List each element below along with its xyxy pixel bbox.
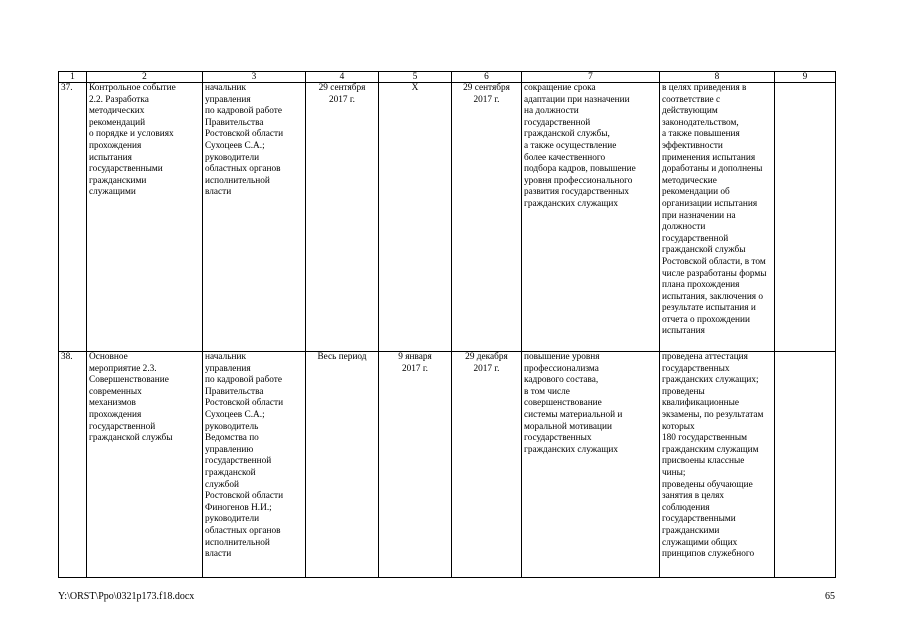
start-date-cell: 9 января 2017 г. xyxy=(379,352,452,578)
header-cell-1: 1 xyxy=(59,72,87,83)
event-cell: Основное мероприятие 2.3. Совершенствование современных механизмов прохождения государственной гражданской службы xyxy=(87,352,203,578)
event-cell: Контрольное событие 2.2. Разработка методических рекомендаций о порядке и условиях прохождения испытания государственными гражданскими служащими xyxy=(87,83,203,352)
result-cell: повышение уровня профессионализма кадрового состава, в том числе совершенствование системы материальной и моральной мотивации государственных гражданских служащих xyxy=(522,352,660,578)
header-cell-2: 2 xyxy=(87,72,203,83)
execution-cell: в целях приведения в соответствие с действующим законодательством, а также повышения эффективности применения испытания доработаны и дополнены методические рекомендации об организации испытания при назначении на должности государственной гражданской службы Ростовской области, в том числе разработаны формы плана прохождения испытания, заключения о результате испытания и отчета о прохождении испытания xyxy=(660,83,775,352)
header-cell-7: 7 xyxy=(522,72,660,83)
header-cell-9: 9 xyxy=(775,72,836,83)
header-cell-4: 4 xyxy=(306,72,379,83)
result-cell: сокращение срока адаптации при назначении на должности государственной гражданской службы, а также осуществление более качественного подбора кадров, повышение уровня профессионального развития государственных гражданских служащих xyxy=(522,83,660,352)
note-cell xyxy=(775,352,836,578)
file-path: Y:\ORST\Ppo\0321p173.f18.docx xyxy=(58,591,195,602)
start-date-cell: Х xyxy=(379,83,452,352)
execution-cell-text: проведена аттестация государственных гражданских служащих; проведены квалификационные экзамены, по результатам которых 180 государственным гражданским служащим присвоены классные чины; проведены обучающие занятия в целях соблюдения государственными гражданскими служащими общих принципов служебного xyxy=(662,352,764,560)
table-row xyxy=(59,352,836,578)
end-date-cell: 29 сентября 2017 г. xyxy=(452,83,522,352)
header-row xyxy=(59,72,836,83)
document-table xyxy=(58,71,836,578)
row-number: 37. xyxy=(59,83,87,352)
responsible-cell: начальник управления по кадровой работе Правительства Ростовской области Сухоцеев С.А.; руководители областных органов исполнительной власти xyxy=(203,83,306,352)
row-number: 38. xyxy=(59,352,87,578)
page-number: 65 xyxy=(825,591,835,602)
responsible-cell: начальник управления по кадровой работе Правительства Ростовской области Сухоцеев С.А.; руководитель Ведомства по управлению государственной гражданской службой Ростовской области Финогенов Н.И.; руководители областных органов исполнительной власти xyxy=(203,352,306,578)
table-row xyxy=(59,83,836,352)
period-cell: Весь период xyxy=(306,352,379,578)
header-cell-3: 3 xyxy=(203,72,306,83)
execution-cell xyxy=(660,352,775,578)
end-date-cell: 29 декабря 2017 г. xyxy=(452,352,522,578)
period-cell: 29 сентября 2017 г. xyxy=(306,83,379,352)
header-cell-5: 5 xyxy=(379,72,452,83)
note-cell xyxy=(775,83,836,352)
header-cell-6: 6 xyxy=(452,72,522,83)
header-cell-8: 8 xyxy=(660,72,775,83)
